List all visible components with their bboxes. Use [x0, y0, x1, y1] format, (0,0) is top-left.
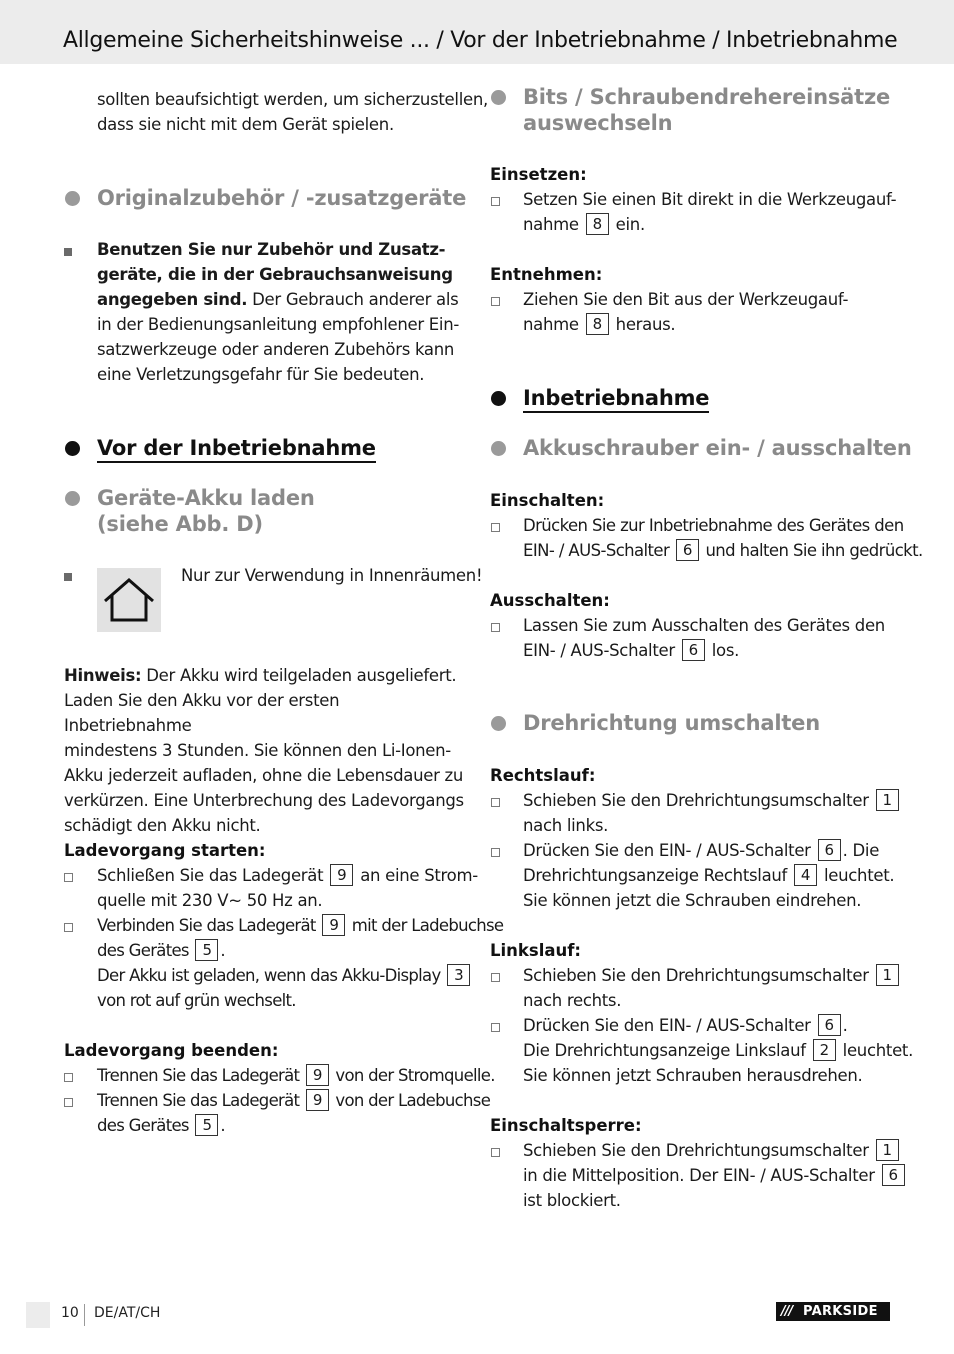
text-line: eine Verletzungsgefahr für Sie bedeuten. — [97, 365, 425, 384]
heading-line: (siehe Abb. D) — [97, 512, 263, 536]
text-run: . — [220, 1116, 225, 1135]
heading-bullet-icon — [491, 716, 506, 731]
part-number: 6 — [676, 539, 699, 561]
text-run: Verbinden Sie das Ladegerät — [97, 916, 316, 935]
text-run: in die Mittelposition. Der EIN- / AUS-Schalter — [523, 1166, 875, 1185]
text-run: nahme — [523, 315, 579, 334]
text-run: nahme — [523, 215, 579, 234]
start-item-2 — [97, 913, 503, 1013]
text-line: mindestens 3 Stunden. Sie können den Li-Ionen- — [64, 741, 451, 760]
heading-line: Geräte-Akku laden — [97, 486, 315, 510]
text-line: Sie können jetzt die Schrauben eindrehen. — [523, 891, 862, 910]
text-run: Trennen Sie das Ladegerät — [97, 1066, 300, 1085]
heading-akku-schalten: Akkuschrauber ein- / ausschalten — [523, 436, 912, 460]
bold-line: Benutzen Sie nur Zubehör und Zusatz- — [97, 240, 446, 259]
text-run: Der Akku wird teilgeladen ausgeliefert. — [141, 666, 457, 685]
text-run: Drücken Sie den EIN- / AUS-Schalter — [523, 1016, 811, 1035]
ausschalten-item — [523, 613, 885, 663]
text-run: EIN- / AUS-Schalter — [523, 541, 670, 560]
box-bullet-icon — [64, 873, 73, 882]
heading-akku-laden — [97, 485, 315, 537]
text-line: Setzen Sie einen Bit direkt in die Werkzeugauf- — [523, 190, 897, 209]
text-run: Schieben Sie den Drehrichtungsumschalter — [523, 791, 869, 810]
box-bullet-icon — [64, 1073, 73, 1082]
text-line: in der Bedienungsanleitung empfohlener Ein- — [97, 315, 460, 334]
part-number: 5 — [195, 1114, 218, 1136]
text-run: des Gerätes — [97, 941, 189, 960]
text-run: von der Stromquelle. — [335, 1066, 495, 1085]
heading-drehrichtung: Drehrichtung umschalten — [523, 711, 820, 735]
text-run: mit der Ladebuchse — [351, 916, 504, 935]
box-bullet-icon — [64, 1098, 73, 1107]
text-run: Schieben Sie den Drehrichtungsumschalter — [523, 1141, 869, 1160]
box-bullet-icon — [491, 1023, 500, 1032]
square-bullet-icon — [64, 248, 72, 256]
hinweis-label: Hinweis: — [64, 666, 142, 685]
text-line: Laden Sie den Akku vor der ersten Inbetriebnahme — [64, 691, 340, 735]
text-run: Trennen Sie das Ladegerät — [97, 1091, 300, 1110]
linkslauf-label: Linkslauf: — [490, 941, 582, 960]
box-bullet-icon — [491, 197, 500, 206]
part-number: 8 — [586, 313, 609, 335]
part-number: 9 — [306, 1064, 329, 1086]
hinweis-text — [64, 663, 464, 838]
text-line: Lassen Sie zum Ausschalten des Gerätes den — [523, 616, 885, 635]
part-number: 3 — [447, 964, 470, 986]
heading-text: Vor der Inbetriebnahme — [97, 436, 376, 463]
heading-bullet-icon — [65, 441, 80, 456]
text-run: Der Akku ist geladen, wenn das Akku-Display — [97, 966, 441, 985]
intro-line: dass sie nicht mit dem Gerät spielen. — [97, 115, 394, 134]
ladevorgang-starten-label: Ladevorgang starten: — [64, 841, 266, 860]
heading-bullet-icon — [491, 441, 506, 456]
part-number: 1 — [876, 1139, 899, 1161]
text-line: Sie können jetzt Schrauben herausdrehen. — [523, 1066, 863, 1085]
text-run: leuchtet. — [842, 1041, 914, 1060]
region-code: DE/AT/CH — [94, 1305, 161, 1321]
heading-bullet-icon — [65, 191, 80, 206]
heading-line: auswechseln — [523, 111, 673, 135]
heading-bullet-icon — [491, 90, 506, 105]
heading-bits — [523, 84, 890, 136]
bold-line: angegeben sind. — [97, 290, 248, 309]
heading-inbetriebnahme — [523, 385, 709, 411]
linkslauf-item-1 — [523, 963, 901, 1013]
text-line: Akku jederzeit aufladen, ohne die Lebensdauer zu — [64, 766, 464, 785]
text-line: ist blockiert. — [523, 1191, 621, 1210]
text-run: los. — [711, 641, 740, 660]
text-run: ein. — [615, 215, 645, 234]
text-run: an eine Strom- — [360, 866, 478, 885]
text-line: verkürzen. Eine Unterbrechung des Ladevorgangs — [64, 791, 464, 810]
page-number: 10 — [61, 1305, 79, 1321]
part-number: 1 — [876, 789, 899, 811]
linkslauf-item-2 — [523, 1013, 913, 1088]
box-bullet-icon — [491, 623, 500, 632]
text-run: leuchtet. — [823, 866, 895, 885]
part-number: 4 — [794, 864, 817, 886]
text-line: quelle mit 230 V~ 50 Hz an. — [97, 891, 323, 910]
logo-slashes: /// — [781, 1304, 793, 1319]
indoor-text: Nur zur Verwendung in Innenräumen! — [181, 566, 483, 585]
rechtslauf-label: Rechtslauf: — [490, 766, 596, 785]
text-line: Drücken Sie zur Inbetriebnahme des Gerätes den — [523, 516, 904, 535]
einsetzen-label: Einsetzen: — [490, 165, 587, 184]
text-line: satzwerkzeuge oder anderen Zubehörs kann — [97, 340, 455, 359]
end-item-2 — [97, 1088, 490, 1138]
part-number: 5 — [195, 939, 218, 961]
box-bullet-icon — [491, 297, 500, 306]
box-bullet-icon — [491, 848, 500, 857]
text-run: von der Ladebuchse — [335, 1091, 491, 1110]
text-run: Schließen Sie das Ladegerät — [97, 866, 324, 885]
box-bullet-icon — [491, 973, 500, 982]
heading-line: Bits / Schraubendrehereinsätze — [523, 85, 891, 109]
einschaltsperre-item — [523, 1138, 907, 1213]
rechtslauf-item-2 — [523, 838, 894, 913]
intro-text — [97, 87, 488, 137]
text-line: von rot auf grün wechselt. — [97, 991, 296, 1010]
part-number: 9 — [322, 914, 345, 936]
box-bullet-icon — [491, 1148, 500, 1157]
heading-bullet-icon — [65, 491, 80, 506]
part-number: 9 — [330, 864, 353, 886]
text-run: und halten Sie ihn gedrückt. — [705, 541, 923, 560]
text-run: . — [220, 941, 225, 960]
heading-bullet-icon — [491, 391, 506, 406]
text-run: Drücken Sie den EIN- / AUS-Schalter — [523, 841, 811, 860]
indoor-house-icon — [97, 568, 161, 632]
end-item-1 — [97, 1063, 495, 1088]
part-number: 6 — [682, 639, 705, 661]
text-run: . Die — [842, 841, 880, 860]
einschalten-label: Einschalten: — [490, 491, 605, 510]
text-line: schädigt den Akku nicht. — [64, 816, 261, 835]
footer-marker — [26, 1302, 50, 1328]
entnehmen-label: Entnehmen: — [490, 265, 603, 284]
text-run: EIN- / AUS-Schalter — [523, 641, 675, 660]
text-run: Schieben Sie den Drehrichtungsumschalter — [523, 966, 869, 985]
part-number: 1 — [876, 964, 899, 986]
part-number: 9 — [306, 1089, 329, 1111]
text-run: heraus. — [615, 315, 676, 334]
text-run: Der Gebrauch anderer als — [247, 290, 459, 309]
part-number: 8 — [586, 213, 609, 235]
box-bullet-icon — [491, 523, 500, 532]
text-line: nach rechts. — [523, 991, 622, 1010]
box-bullet-icon — [491, 798, 500, 807]
ausschalten-label: Ausschalten: — [490, 591, 610, 610]
parkside-logo — [776, 1302, 890, 1321]
text-run: Die Drehrichtungsanzeige Linkslauf — [523, 1041, 806, 1060]
entnehmen-item — [523, 287, 848, 337]
text-run: Drehrichtungsanzeige Rechtslauf — [523, 866, 788, 885]
square-bullet-icon — [64, 573, 72, 581]
logo-text: PARKSIDE — [803, 1304, 878, 1319]
text-line: Ziehen Sie den Bit aus der Werkzeugauf- — [523, 290, 849, 309]
part-number: 6 — [882, 1164, 905, 1186]
rechtslauf-item-1 — [523, 788, 901, 838]
text-line: nach links. — [523, 816, 609, 835]
einschalten-item — [523, 513, 923, 563]
heading-text: Inbetriebnahme — [523, 386, 709, 413]
part-number: 6 — [818, 839, 841, 861]
heading-vor-inbetriebnahme — [97, 435, 376, 461]
text-run: des Gerätes — [97, 1116, 189, 1135]
ladevorgang-beenden-label: Ladevorgang beenden: — [64, 1041, 279, 1060]
box-bullet-icon — [64, 923, 73, 932]
part-number: 2 — [813, 1039, 836, 1061]
text-run: . — [842, 1016, 848, 1035]
footer-divider — [84, 1304, 85, 1326]
einsetzen-item — [523, 187, 896, 237]
zubehoer-text — [97, 237, 467, 387]
page-title: Allgemeine Sicherheitshinweise ... / Vor der Inbetriebnahme / Inbetriebnahme — [63, 28, 898, 53]
start-item-1 — [97, 863, 478, 913]
heading-zubehoer: Originalzubehör / -zusatzgeräte — [97, 186, 467, 210]
part-number: 6 — [818, 1014, 841, 1036]
einschaltsperre-label: Einschaltsperre: — [490, 1116, 642, 1135]
intro-line: sollten beaufsichtigt werden, um sicherzustellen, — [97, 90, 488, 109]
bold-line: geräte, die in der Gebrauchsanweisung — [97, 265, 453, 284]
